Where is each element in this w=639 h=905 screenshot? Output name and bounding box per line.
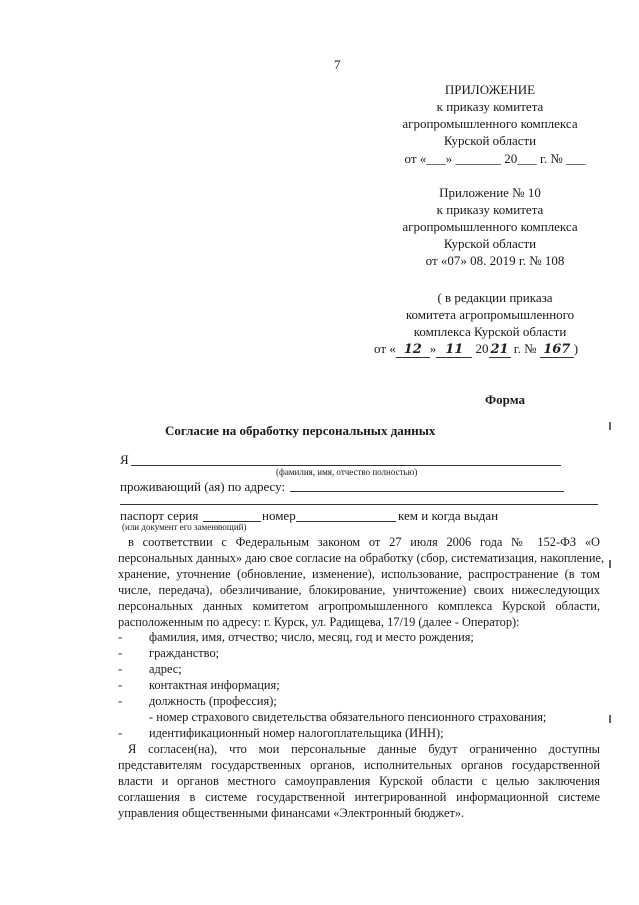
list-bullet: - (118, 694, 123, 708)
appendix-line: Курской области (443, 133, 537, 148)
paragraph-line: Я согласен(на), что мои персональные данные будут ограниченно доступны (128, 742, 600, 756)
edition-date-line (374, 341, 578, 358)
appendix10-line: Курской области (443, 236, 537, 251)
list-bullet: - (118, 646, 123, 660)
list-item: адрес; (149, 662, 182, 676)
appendix10-line: к приказу комитета (436, 202, 544, 217)
paragraph-line: расположенным по адресу: г. Курск, ул. Радищева, 17/19 (далее - Оператор): (118, 615, 520, 629)
paragraph-line: соглашения в системе государственной интегрированной информационной системе (118, 790, 600, 804)
edition-month: 11 (436, 342, 472, 358)
paragraph-line: персональных данных» даю свое согласие на обработку (сбор, систематизация, накопление, (118, 551, 605, 565)
edition-mid2: г. № (513, 341, 537, 356)
address-line[interactable] (290, 491, 564, 492)
edition-day: 12 (396, 342, 430, 358)
address-line-2[interactable] (120, 504, 598, 505)
form-label: Форма (485, 392, 525, 407)
appendix10-line: агропромышленного комплекса (402, 219, 578, 234)
paragraph-line: хранение, уточнение (обновление, изменение), использование, распространение (в том (118, 567, 600, 581)
list-bullet: - (118, 678, 123, 692)
fio-caption: (фамилия, имя, отчество полностью) (276, 467, 418, 477)
edition-prefix: от « (374, 341, 396, 356)
edition-line: комплекса Курской области (413, 324, 567, 339)
list-item: контактная информация; (149, 678, 280, 692)
appendix-line: к приказу комитета (436, 99, 544, 114)
paragraph-line: представителям государственных органов, исполнительных органов государственной (118, 758, 600, 772)
fio-label: Я (120, 452, 129, 467)
paragraph-line: управления общественными финансами «Электронный бюджет». (118, 806, 465, 820)
edition-year-prefix: 20 (475, 341, 489, 356)
passport-caption: (или документ его заменяющий) (122, 522, 247, 532)
list-bullet: - (118, 662, 123, 676)
passport-number-line[interactable] (296, 521, 396, 522)
margin-mark (609, 560, 611, 568)
list-bullet: - (118, 726, 123, 740)
paragraph-line: персональных данных комитетом агропромышленного комплекса Курской области, (118, 599, 600, 613)
page-number: 7 (334, 57, 341, 72)
address-label: проживающий (ая) по адресу: (120, 479, 286, 494)
list-bullet: - (118, 630, 123, 644)
edition-suffix: ) (573, 341, 579, 356)
margin-mark (609, 715, 611, 723)
issued-by-label: кем и когда выдан (398, 508, 499, 523)
list-item: гражданство; (149, 646, 220, 660)
edition-number: 167 (540, 342, 574, 358)
list-item: идентификационный номер налогоплательщика (ИНН); (149, 726, 444, 740)
paragraph-line: в соответствии с Федеральным законом от 27 июля 2006 года № 152-ФЗ «О (128, 535, 600, 549)
list-item: фамилия, имя, отчество; число, месяц, год и место рождения; (149, 630, 474, 644)
edition-line: комитета агропромышленного (405, 307, 575, 322)
appendix-title: ПРИЛОЖЕНИЕ (444, 82, 536, 97)
passport-series-label: паспорт серия (120, 508, 199, 523)
appendix10-title: Приложение № 10 (439, 185, 541, 200)
list-item: должность (профессия); (149, 694, 277, 708)
paragraph-line: числе, передача), обезличивание, блокирование, уничтожение) своих нижеследующих (118, 583, 600, 597)
fio-line[interactable] (131, 465, 561, 466)
list-item: - номер страхового свидетельства обязательного пенсионного страхования; (149, 710, 547, 724)
appendix10-date-line: от «07» 08. 2019 г. № 108 (425, 253, 565, 268)
paragraph-line: власти и органов местного самоуправления Курской области с целью заключения (118, 774, 600, 788)
appendix-date-line: от «___» _______ 20___ г. № ___ (404, 151, 586, 166)
consent-title: Согласие на обработку персональных данных (165, 423, 436, 438)
edition-year: 21 (490, 342, 509, 357)
edition-line: ( в редакции приказа (437, 290, 553, 305)
appendix-line: агропромышленного комплекса (402, 116, 578, 131)
passport-number-label: номер (262, 508, 296, 523)
margin-mark (609, 422, 611, 430)
edition-mid1: » (429, 341, 437, 356)
